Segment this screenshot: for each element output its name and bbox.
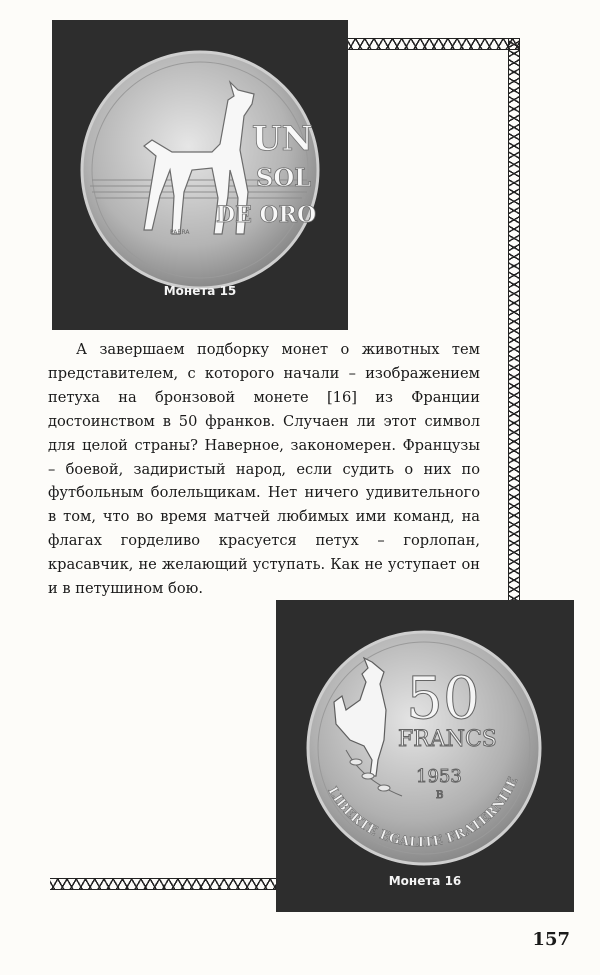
coin-16-caption: Монета 16 — [388, 874, 462, 888]
coin-15-legend-un: UN — [252, 119, 313, 159]
coin-16-image — [276, 600, 574, 912]
coin-16-motto-text: LIBERTE EGALITE FRATERNITE — [324, 775, 522, 851]
body-paragraph: А завершаем подборку монет о животных тем представителем, с которого начали – изображением петуха на бронзовой монете [16] из Франции достоинством в 50 франков. Случаен ли этот символ для целой страны? Наверное, закономерен. Французы – боевой, задиристый народ, если судить о них по футбольным болельщикам. Нет ничего удивительного в том, что во время матчей любимых ими команд, на флагах горделиво красуется петух – горлопан, красавчик, не желающий уступать. Как не уступает он и в петушином бою. — [48, 341, 480, 598]
top-border-ornament — [348, 38, 520, 50]
body-text — [48, 338, 480, 601]
coin-16-mint-mark: B — [436, 790, 444, 801]
coin-15-engraver-mark: PARRA — [170, 229, 190, 236]
page-number: 157 — [532, 929, 570, 950]
right-border-ornament — [508, 38, 520, 600]
coin-15-legend-de-oro: DE ORO — [216, 202, 317, 228]
bottom-border-ornament — [50, 878, 278, 890]
coin-16-year: 1953 — [416, 766, 462, 787]
coin-16-photo — [276, 600, 574, 912]
coin-15-legend-sol: SOL — [256, 163, 312, 192]
coin-16-denomination: 50 — [406, 664, 480, 732]
coin-16-currency: FRANCS — [398, 727, 497, 752]
coin-15-caption: Монета 15 — [163, 284, 237, 298]
coin-15-photo — [52, 20, 348, 330]
